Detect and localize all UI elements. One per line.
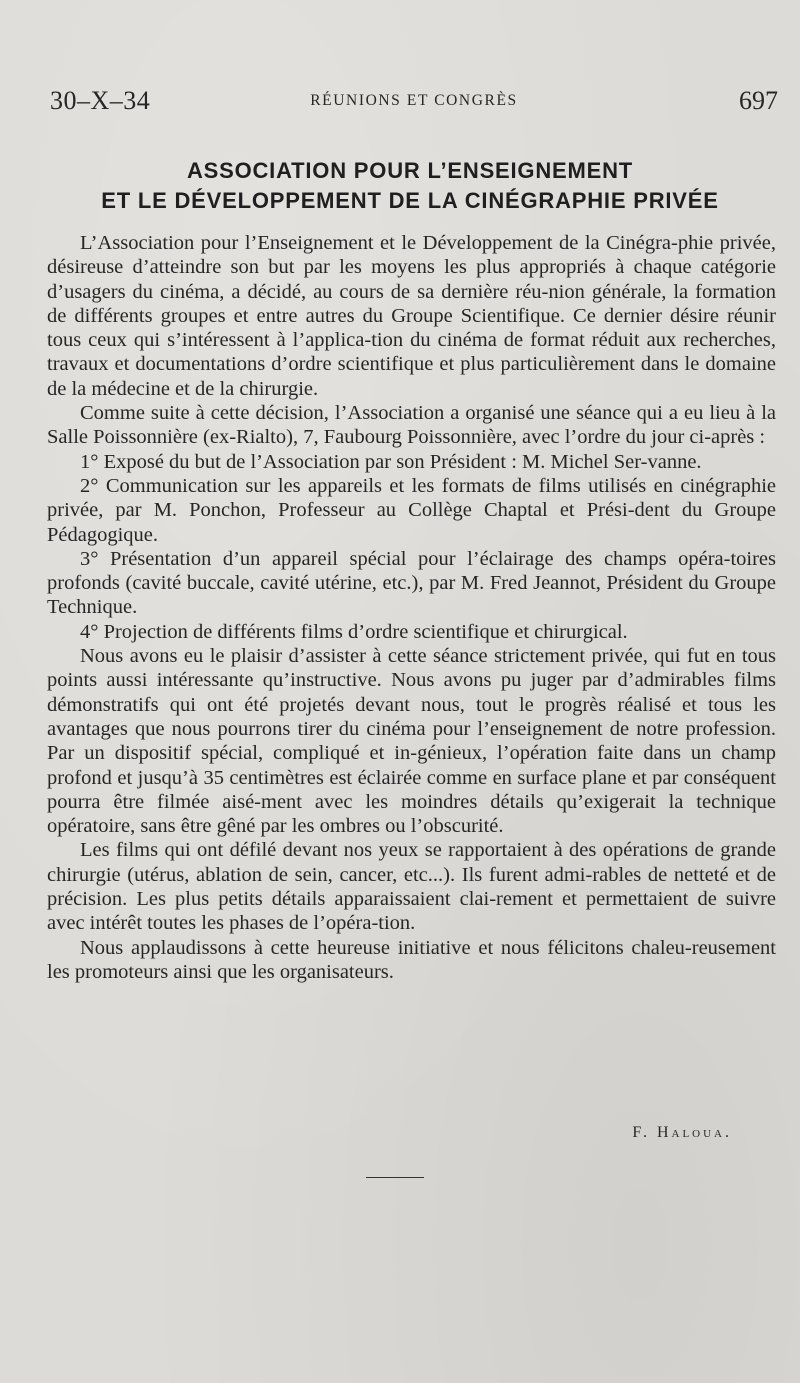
paragraph: Comme suite à cette décision, l’Association a organisé une séance qui a eu lieu à la Salle Poissonnière (ex-Rialto), 7, Faubourg Poissonnière, avec l’ordre du jour ci-après : — [47, 402, 776, 449]
article-title — [40, 156, 780, 216]
author-signature: F. Haloua. — [632, 1124, 732, 1141]
article-title-line-2: ET LE DÉVELOPPEMENT DE LA CINÉGRAPHIE PRIVÉE — [101, 188, 719, 213]
article-body — [47, 231, 776, 984]
issue-date: 30–X–34 — [50, 86, 151, 115]
agenda-item-3: 3° Présentation d’un appareil spécial pour l’éclairage des champs opéra-toires profonds (cavité buccale, cavité utérine, etc.), par M. Fred Jeannot, Président du Groupe Technique. — [47, 547, 776, 619]
section-title: RÉUNIONS ET CONGRÈS — [310, 92, 518, 109]
page-number: 697 — [739, 86, 778, 115]
article-title-line-1: ASSOCIATION POUR L’ENSEIGNEMENT — [186, 158, 634, 183]
agenda-item-1: 1° Exposé du but de l’Association par son Président : M. Michel Ser-vanne. — [80, 450, 702, 473]
agenda-item-2: 2° Communication sur les appareils et les formats de films utilisés en cinégraphie privée, par M. Ponchon, Professeur au Collège Chaptal et Prési-dent du Groupe Pédagogique. — [47, 474, 776, 546]
running-head — [50, 86, 778, 122]
paragraph: Nous avons eu le plaisir d’assister à cette séance strictement privée, qui fut en tous points aussi intéressante qu’instructive. Nous avons pu juger par d’admirables films démonstratifs qui ont été projetés devant nous, tout le progrès réalisé et tous les avantages que nous pourrons tirer du cinéma pour l’enseignement de notre profession. Par un dispositif spécial, compliqué et in-génieux, l’opération faite dans un champ profond et jusqu’à 35 centimètres est éclairée comme en surface plane et par conséquent pourra être filmée aisé-ment avec les moindres détails qu’exigerait la technique opératoire, sans être gêné par les ombres ou l’obscurité. — [47, 645, 776, 838]
paragraph: Nous applaudissons à cette heureuse initiative et nous félicitons chaleu-reusement les promoteurs ainsi que les organisateurs. — [47, 936, 776, 983]
paragraph: L’Association pour l’Enseignement et le Développement de la Cinégra-phie privée, désireuse d’atteindre son but par les moyens les plus appropriés à chaque catégorie d’usagers du cinéma, a décidé, au cours de sa dernière réu-nion générale, la formation de différents groupes et entre autres du Groupe Scientifique. Ce dernier désire réunir tous ceux qui s’intéressent à l’applica-tion du cinéma de format réduit aux recherches, travaux et documentations d’ordre scientifique et plus particulièrement dans le domaine de la médecine et de la chirurgie. — [47, 232, 776, 400]
paragraph: Les films qui ont défilé devant nos yeux se rapportaient à des opérations de grande chirurgie (utérus, ablation de sein, cancer, etc...). Ils furent admi-rables de netteté et de précision. Les plus petits détails apparaissaient clai-rement et permettaient de suivre avec intérêt toutes les phases de l’opéra-tion. — [47, 839, 776, 935]
end-rule — [366, 1177, 424, 1178]
agenda-item-4: 4° Projection de différents films d’ordre scientifique et chirurgical. — [80, 620, 628, 643]
